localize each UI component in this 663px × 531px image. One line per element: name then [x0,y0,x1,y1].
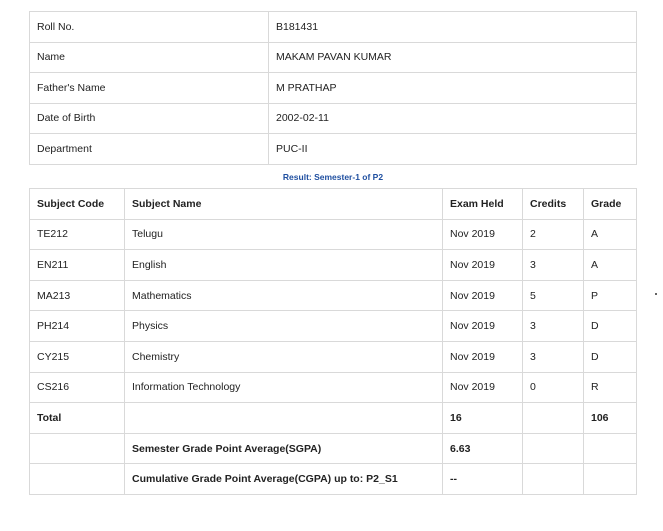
info-value: B181431 [269,12,637,43]
exam-held: Nov 2019 [443,280,523,311]
table-row [30,311,637,342]
total-exam-value: 16 [443,403,523,434]
total-label: Total [30,403,125,434]
exam-held: Nov 2019 [443,250,523,281]
header-credits: Credits [523,189,584,220]
grade: P [584,280,637,311]
info-value: M PRATHAP [269,73,637,104]
info-value: MAKAM PAVAN KUMAR [269,42,637,73]
total-grade-value: 106 [584,403,637,434]
exam-held: Nov 2019 [443,219,523,250]
total-row [30,403,637,434]
cgpa-row [30,464,637,495]
subject-name: Physics [125,311,443,342]
empty-cell [523,464,584,495]
empty-cell [523,403,584,434]
table-row [30,341,637,372]
student-info-table [29,11,637,165]
grade: A [584,250,637,281]
subject-code: PH214 [30,311,125,342]
info-label: Roll No. [30,12,269,43]
stray-dot [655,293,657,295]
empty-cell [584,433,637,464]
header-grade: Grade [584,189,637,220]
cgpa-value: -- [443,464,523,495]
sgpa-label: Semester Grade Point Average(SGPA) [125,433,443,464]
subject-name: Telugu [125,219,443,250]
info-label: Date of Birth [30,103,269,134]
info-row-fathers-name [30,73,637,104]
empty-cell [30,464,125,495]
credits: 5 [523,280,584,311]
subject-code: CS216 [30,372,125,403]
subject-code: MA213 [30,280,125,311]
exam-held: Nov 2019 [443,372,523,403]
credits: 3 [523,341,584,372]
info-value: PUC-II [269,134,637,165]
subject-code: TE212 [30,219,125,250]
empty-cell [125,403,443,434]
header-subject-code: Subject Code [30,189,125,220]
cgpa-label: Cumulative Grade Point Average(CGPA) up to: P2_S1 [125,464,443,495]
grades-table [29,188,637,495]
empty-cell [30,433,125,464]
info-row-name [30,42,637,73]
subject-name: Information Technology [125,372,443,403]
credits: 3 [523,250,584,281]
grade: D [584,341,637,372]
result-caption: Result: Semester-1 of P2 [282,172,384,182]
info-row-roll-no [30,12,637,43]
info-label: Department [30,134,269,165]
subject-name: Mathematics [125,280,443,311]
sgpa-row [30,433,637,464]
exam-held: Nov 2019 [443,341,523,372]
info-row-department [30,134,637,165]
credits: 3 [523,311,584,342]
info-label: Name [30,42,269,73]
sgpa-value: 6.63 [443,433,523,464]
empty-cell [584,464,637,495]
subject-code: CY215 [30,341,125,372]
header-exam-held: Exam Held [443,189,523,220]
info-value: 2002-02-11 [269,103,637,134]
credits: 0 [523,372,584,403]
info-row-date-of-birth [30,103,637,134]
empty-cell [523,433,584,464]
subject-name: English [125,250,443,281]
grades-header-row [30,189,637,220]
header-subject-name: Subject Name [125,189,443,220]
grade: D [584,311,637,342]
credits: 2 [523,219,584,250]
info-label: Father's Name [30,73,269,104]
grade: R [584,372,637,403]
subject-code: EN211 [30,250,125,281]
grade: A [584,219,637,250]
table-row [30,280,637,311]
table-row [30,219,637,250]
exam-held: Nov 2019 [443,311,523,342]
subject-name: Chemistry [125,341,443,372]
table-row [30,372,637,403]
table-row [30,250,637,281]
